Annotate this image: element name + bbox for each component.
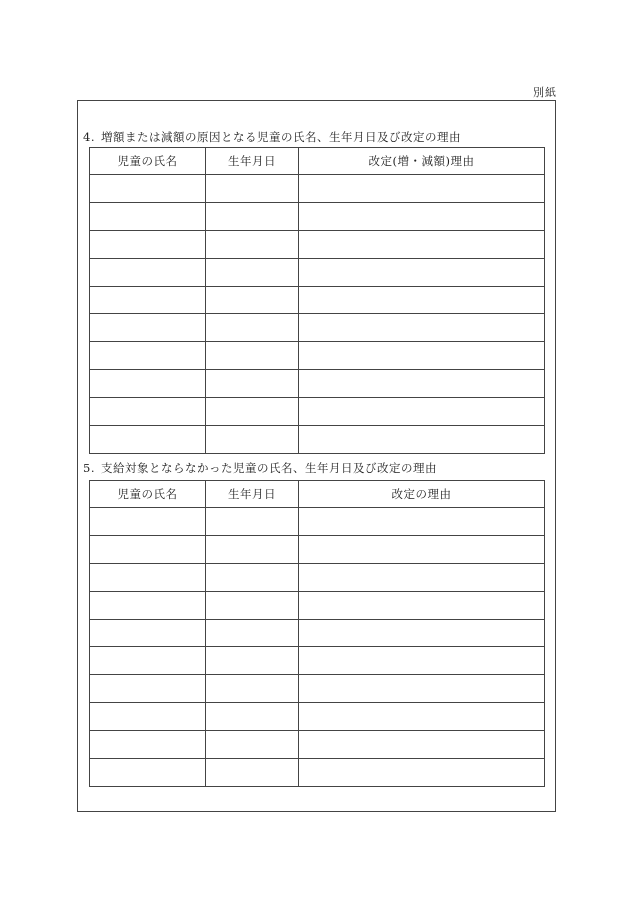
table-row — [90, 619, 545, 647]
cell-reason[interactable] — [299, 703, 545, 731]
cell-name[interactable] — [90, 591, 206, 619]
cell-birthdate[interactable] — [206, 563, 299, 591]
cell-reason[interactable] — [299, 230, 545, 258]
section-5-number: 5. — [83, 461, 95, 475]
cell-birthdate[interactable] — [206, 342, 299, 370]
cell-birthdate[interactable] — [206, 370, 299, 398]
cell-reason[interactable] — [299, 202, 545, 230]
table-row — [90, 314, 545, 342]
cell-birthdate[interactable] — [206, 426, 299, 454]
cell-reason[interactable] — [299, 398, 545, 426]
cell-reason[interactable] — [299, 535, 545, 563]
table-row — [90, 286, 545, 314]
section-5-col-reason-header: 改定の理由 — [299, 481, 545, 508]
cell-birthdate[interactable] — [206, 314, 299, 342]
cell-reason[interactable] — [299, 314, 545, 342]
section-5-col-name-header: 児童の氏名 — [90, 481, 206, 508]
cell-reason[interactable] — [299, 731, 545, 759]
section-4-number: 4. — [83, 130, 95, 144]
cell-name[interactable] — [90, 175, 206, 203]
cell-reason[interactable] — [299, 508, 545, 536]
cell-name[interactable] — [90, 426, 206, 454]
cell-name[interactable] — [90, 398, 206, 426]
section-5-heading — [83, 460, 437, 476]
cell-reason[interactable] — [299, 286, 545, 314]
cell-reason[interactable] — [299, 675, 545, 703]
cell-birthdate[interactable] — [206, 202, 299, 230]
section-4-body — [90, 175, 545, 454]
section-5-col-birthdate-header: 生年月日 — [206, 481, 299, 508]
cell-birthdate[interactable] — [206, 759, 299, 787]
section-4-col-birthdate-header: 生年月日 — [206, 148, 299, 175]
cell-name[interactable] — [90, 230, 206, 258]
cell-reason[interactable] — [299, 342, 545, 370]
cell-birthdate[interactable] — [206, 398, 299, 426]
table-row — [90, 535, 545, 563]
cell-name[interactable] — [90, 535, 206, 563]
cell-reason[interactable] — [299, 759, 545, 787]
cell-reason[interactable] — [299, 619, 545, 647]
table-row — [90, 342, 545, 370]
cell-name[interactable] — [90, 759, 206, 787]
table-row — [90, 675, 545, 703]
section-4-table — [89, 147, 545, 454]
cell-birthdate[interactable] — [206, 535, 299, 563]
table-row — [90, 426, 545, 454]
table-row — [90, 508, 545, 536]
cell-reason[interactable] — [299, 370, 545, 398]
cell-name[interactable] — [90, 675, 206, 703]
table-row — [90, 591, 545, 619]
section-4-col-name-header: 児童の氏名 — [90, 148, 206, 175]
cell-name[interactable] — [90, 202, 206, 230]
table-row — [90, 703, 545, 731]
cell-name[interactable] — [90, 619, 206, 647]
attachment-label: 別紙 — [533, 86, 557, 99]
table-row — [90, 398, 545, 426]
cell-birthdate[interactable] — [206, 703, 299, 731]
table-row — [90, 563, 545, 591]
cell-birthdate[interactable] — [206, 619, 299, 647]
table-row — [90, 647, 545, 675]
cell-birthdate[interactable] — [206, 591, 299, 619]
cell-name[interactable] — [90, 314, 206, 342]
cell-birthdate[interactable] — [206, 286, 299, 314]
section-4-title: 増額または減額の原因となる児童の氏名、生年月日及び改定の理由 — [100, 130, 461, 144]
cell-reason[interactable] — [299, 647, 545, 675]
cell-name[interactable] — [90, 731, 206, 759]
cell-name[interactable] — [90, 703, 206, 731]
cell-name[interactable] — [90, 342, 206, 370]
cell-birthdate[interactable] — [206, 647, 299, 675]
cell-birthdate[interactable] — [206, 230, 299, 258]
cell-name[interactable] — [90, 647, 206, 675]
section-4-col-reason-header: 改定(増・減額)理由 — [299, 148, 545, 175]
table-row — [90, 370, 545, 398]
section-5-body — [90, 508, 545, 787]
cell-reason[interactable] — [299, 175, 545, 203]
cell-birthdate[interactable] — [206, 675, 299, 703]
table-row — [90, 731, 545, 759]
section-5-table — [89, 480, 545, 787]
cell-birthdate[interactable] — [206, 258, 299, 286]
table-row — [90, 230, 545, 258]
section-5-header-row — [90, 481, 545, 508]
cell-name[interactable] — [90, 370, 206, 398]
section-5-title: 支給対象とならなかった児童の氏名、生年月日及び改定の理由 — [100, 461, 437, 475]
section-4-header-row — [90, 148, 545, 175]
cell-birthdate[interactable] — [206, 731, 299, 759]
cell-name[interactable] — [90, 258, 206, 286]
section-4-heading — [83, 129, 461, 145]
table-row — [90, 258, 545, 286]
cell-name[interactable] — [90, 563, 206, 591]
table-row — [90, 759, 545, 787]
cell-reason[interactable] — [299, 426, 545, 454]
table-row — [90, 175, 545, 203]
cell-reason[interactable] — [299, 563, 545, 591]
table-row — [90, 202, 545, 230]
cell-reason[interactable] — [299, 258, 545, 286]
cell-birthdate[interactable] — [206, 175, 299, 203]
cell-name[interactable] — [90, 508, 206, 536]
cell-reason[interactable] — [299, 591, 545, 619]
cell-birthdate[interactable] — [206, 508, 299, 536]
cell-name[interactable] — [90, 286, 206, 314]
